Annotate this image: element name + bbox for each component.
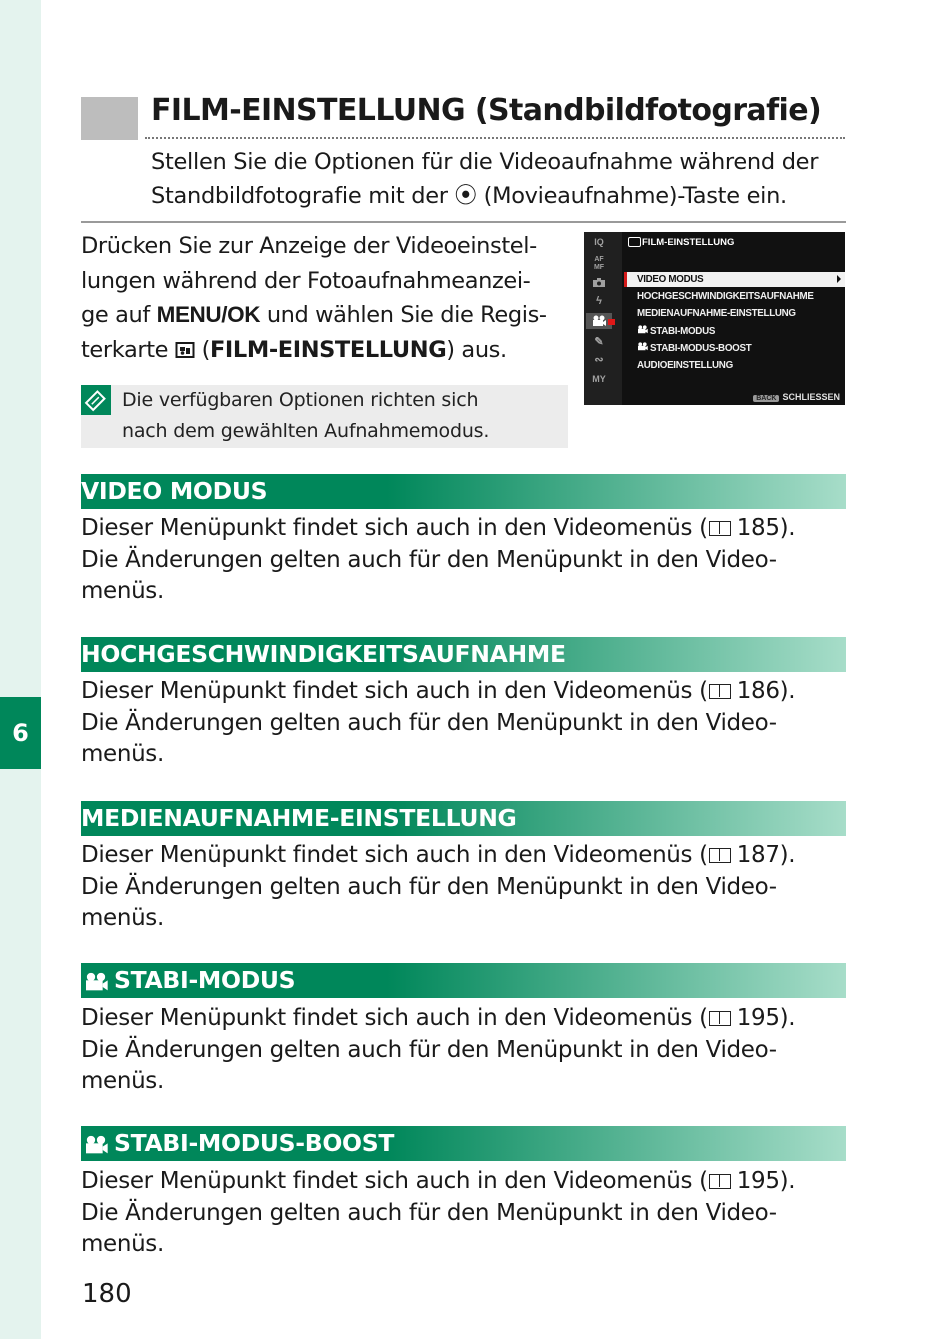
movie-icon: [637, 325, 648, 334]
camera-menu-item[interactable]: AUDIOEINSTELLUNG: [637, 360, 733, 371]
film-settings-icon: [628, 237, 641, 247]
section-body: Dieser Menüpunkt findet sich auch in den Videomenüs ( 187). Die Änderungen gelten auch für den Menüpunkt in den Video- menüs.: [81, 842, 796, 931]
active-tab-marker: [608, 319, 615, 325]
camera-icon: [588, 278, 610, 289]
wave-icon: ∾: [594, 354, 604, 366]
book-icon: [709, 521, 731, 536]
camera-menu-item[interactable]: STABI-MODUS: [637, 325, 715, 337]
intro-line: Standbildfotografie mit der ⦿ (Movieaufnahme)-Taste ein.: [151, 183, 787, 209]
movie-icon: [637, 342, 648, 351]
note-icon: [81, 385, 111, 415]
intro-line: Stellen Sie die Optionen für die Videoaufnahme während der: [151, 149, 819, 175]
section-heading: STABI-MODUS-BOOST: [81, 1126, 846, 1161]
page-title: FILM-EINSTELLUNG (Standbildfotografie): [151, 93, 822, 128]
book-icon: [709, 684, 731, 699]
chevron-right-icon: [837, 275, 841, 283]
book-icon: [709, 1174, 731, 1189]
close-hint: BACK SCHLIESSEN: [753, 392, 840, 402]
instruction-text: Drücken Sie zur Anzeige der Videoeinstel- lungen während der Fotoaufnahmeanzei- ge auf MENU/OK und wählen Sie die Regis- terkarte (FILM-EINSTELLUNG) aus.: [81, 233, 547, 363]
camera-menu-item[interactable]: HOCHGESCHWINDIGKEITSAUFNAHME: [637, 291, 814, 302]
camera-menu-item[interactable]: VIDEO MODUS: [637, 274, 704, 285]
menu-selection-bar: [624, 272, 627, 287]
camera-menu-screenshot: [584, 232, 845, 405]
section-heading: VIDEO MODUS: [81, 474, 846, 509]
camera-menu-item[interactable]: MEDIENAUFNAHME-EINSTELLUNG: [637, 308, 796, 319]
movie-record-icon: ⦿: [454, 183, 477, 209]
menu-ok-key: MENU/OK: [156, 302, 261, 327]
book-icon: [709, 1011, 731, 1026]
section-body: Dieser Menüpunkt findet sich auch in den Videomenüs ( 185). Die Änderungen gelten auch für den Menüpunkt in den Video- menüs.: [81, 515, 796, 604]
side-strip: [0, 0, 41, 1339]
page-number: 180: [82, 1279, 132, 1309]
section-body: Dieser Menüpunkt findet sich auch in den Videomenüs ( 186). Die Änderungen gelten auch für den Menüpunkt in den Video- menüs.: [81, 678, 796, 767]
chapter-tab: 6: [0, 697, 41, 769]
title-marker: [81, 97, 138, 140]
note-text: Die verfügbaren Optionen richten sich nach dem gewählten Aufnahmemodus.: [122, 389, 490, 442]
back-key-icon: BACK: [753, 395, 779, 402]
camera-menu-item[interactable]: STABI-MODUS-BOOST: [637, 342, 751, 354]
movie-tab-icon: [175, 341, 195, 359]
wrench-icon: ✎: [594, 336, 604, 348]
af-mf-icon: AF MF: [593, 256, 605, 271]
movie-icon: [84, 1135, 108, 1155]
camera-menu-header: FILM-EINSTELLUNG: [642, 237, 735, 248]
movie-icon: [84, 972, 108, 992]
book-icon: [709, 848, 731, 863]
section-body: Dieser Menüpunkt findet sich auch in den Videomenüs ( 195). Die Änderungen gelten auch für den Menüpunkt in den Video- menüs.: [81, 1168, 796, 1257]
section-body: Dieser Menüpunkt findet sich auch in den Videomenüs ( 195). Die Änderungen gelten auch für den Menüpunkt in den Video- menüs.: [81, 1005, 796, 1094]
note-box: [81, 385, 568, 448]
flash-icon: ϟ: [596, 295, 602, 307]
title-underline: [145, 137, 845, 139]
divider: [81, 221, 846, 223]
section-heading: STABI-MODUS: [81, 963, 846, 998]
my-menu-icon: MY: [592, 374, 606, 384]
iq-icon: IQ: [594, 237, 604, 247]
section-heading: HOCHGESCHWINDIGKEITSAUFNAHME: [81, 637, 846, 672]
section-heading: MEDIENAUFNAHME-EINSTELLUNG: [81, 801, 846, 836]
intro-text: [151, 145, 851, 213]
